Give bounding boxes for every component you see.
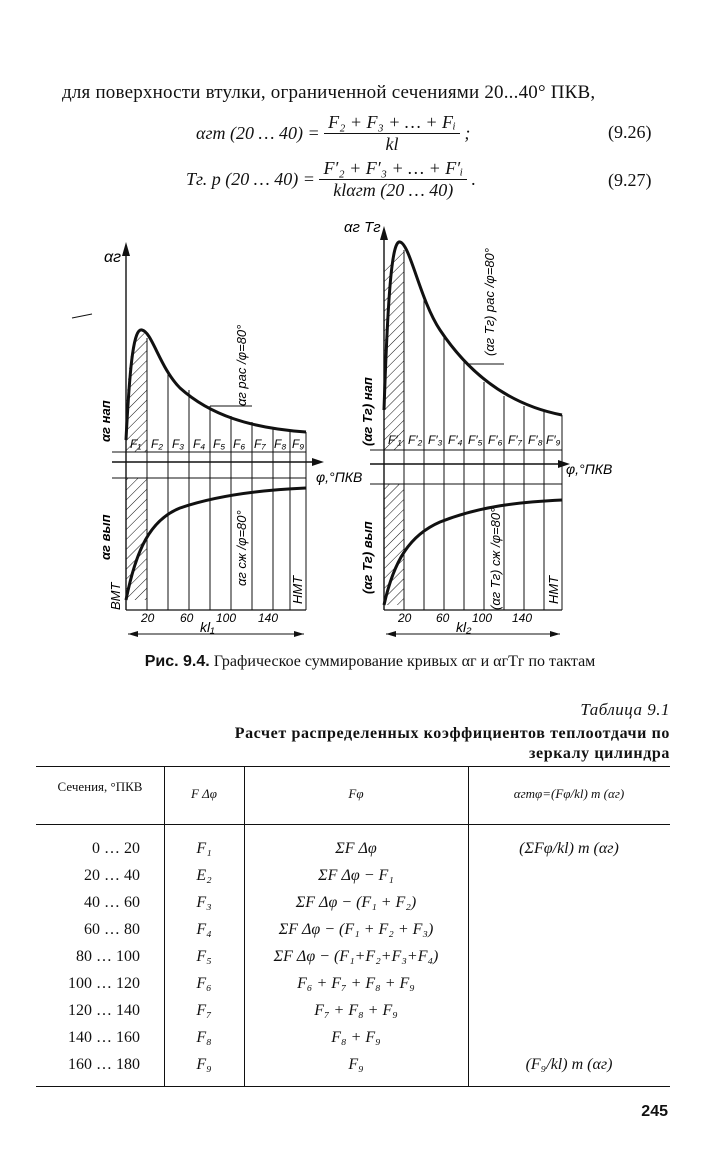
left-lower-curve <box>126 488 306 600</box>
right-hatched-area-lower <box>384 484 404 605</box>
table-cell: 120 … 140 <box>68 1002 140 1019</box>
table-cell: (ΣFφ/kl) m (αг) <box>519 840 619 857</box>
caption-body: Графическое суммирование кривых αг и αгTг по тактам <box>213 653 596 670</box>
table-cell: ΣF Δφ − F₁ <box>318 867 394 884</box>
table-cell: 0 … 20 <box>92 840 140 857</box>
table-cell: F₉ <box>348 1056 364 1073</box>
table-cell: F₇ <box>196 1002 212 1019</box>
table-cell: F₃ <box>196 894 212 911</box>
table-cell: 140 … 160 <box>68 1029 140 1046</box>
left-nmt-label: НМТ <box>290 575 305 604</box>
svg-text:100: 100 <box>472 611 493 625</box>
table-col-divider-3 <box>468 766 469 1086</box>
table-cell: 40 … 60 <box>84 894 140 911</box>
table-bottom-rule <box>36 1086 670 1087</box>
svg-text:F₂: F₂ <box>151 437 163 451</box>
eq1-denominator: kl <box>385 134 399 154</box>
eq1-fraction <box>324 112 460 155</box>
right-y-label: αг Tг <box>344 219 381 236</box>
right-nmt-label: НМТ <box>546 575 561 604</box>
table-header-rule <box>36 824 670 825</box>
intro-line: для поверхности втулки, ограниченной сечениями 20...40° ПКВ, <box>62 82 596 103</box>
equation-9-27 <box>186 158 476 201</box>
svg-text:100: 100 <box>216 611 237 625</box>
svg-text:F₁: F₁ <box>130 437 142 451</box>
table-header-sections: Сечения, °ПКВ <box>57 779 143 794</box>
svg-text:F₈: F₈ <box>274 437 287 451</box>
figure-caption <box>90 652 650 671</box>
table-cell: F₁ <box>196 840 212 857</box>
left-x-label: φ,°ПКВ <box>316 469 363 485</box>
svg-text:20: 20 <box>141 611 155 625</box>
table-cell: ΣF Δφ − (F₁ + F₂ + F₃) <box>278 921 434 938</box>
right-x-label: φ,°ПКВ <box>566 461 613 477</box>
left-diagram <box>98 242 362 637</box>
svg-text:F′₁: F′₁ <box>388 433 402 447</box>
eq2-tail: . <box>471 169 477 189</box>
svg-text:F₃: F₃ <box>172 437 185 451</box>
equation-9-26 <box>196 112 470 155</box>
left-annot-down: αг сж /φ=80° <box>234 510 249 586</box>
figure-9-4 <box>0 210 728 650</box>
table-header-fphi: Fφ <box>348 786 364 801</box>
stray-mark <box>72 314 92 318</box>
left-upper-curve <box>126 330 306 440</box>
table-cell: (F₉/kl) m (αг) <box>525 1056 613 1073</box>
left-kl-arrow-left-icon <box>128 631 138 637</box>
table-cell: F₈ <box>196 1029 212 1046</box>
svg-text:60: 60 <box>436 611 450 625</box>
right-lower-label: (αг Tг) вып <box>360 521 375 594</box>
table-cell: 100 … 120 <box>68 975 140 992</box>
left-lower-label: αг вып <box>98 514 113 560</box>
eq1-lhs: αгm (20 … 40) = <box>196 123 320 143</box>
svg-text:F′₄: F′₄ <box>448 433 463 447</box>
table-cell: ΣF Δφ <box>335 840 377 857</box>
right-diagram <box>344 219 612 637</box>
right-annot-down: (αг Tг) сж /φ=80° <box>488 507 503 610</box>
svg-text:140: 140 <box>258 611 279 625</box>
svg-text:F′₂: F′₂ <box>408 433 423 447</box>
eq1-numerator: F₂ + F₃ + … + Fᵢ <box>324 112 460 134</box>
eq2-denominator: klαгm (20 … 40) <box>333 180 454 200</box>
page-number: 245 <box>641 1103 668 1120</box>
left-area-labels <box>130 437 304 451</box>
table-header-fdphi: F Δφ <box>190 786 217 801</box>
equation-number-9-27: (9.27) <box>608 170 652 190</box>
left-x-arrow-icon <box>312 458 324 466</box>
eq2-lhs: Tг. р (20 … 40) = <box>186 169 315 189</box>
svg-text:20: 20 <box>398 611 412 625</box>
table-header-alpha: αгmφ=(Fφ/kl) m (αг) <box>513 786 625 801</box>
table-cell: F₇ + F₈ + F₉ <box>314 1002 398 1019</box>
table-cell: F₆ + F₇ + F₈ + F₉ <box>297 975 415 992</box>
svg-text:F₅: F₅ <box>213 437 226 451</box>
left-upper-label: αг нап <box>98 400 113 442</box>
right-kl-label: kl₂ <box>456 619 472 635</box>
svg-text:F₉: F₉ <box>292 437 305 451</box>
left-y-label: αг <box>104 249 122 266</box>
right-lower-curve <box>384 500 562 605</box>
svg-text:F′₃: F′₃ <box>428 433 443 447</box>
equation-number-9-26: (9.26) <box>608 122 652 142</box>
table-cell: 80 … 100 <box>76 948 140 965</box>
left-bmt-label: ВМТ <box>108 582 123 610</box>
table-title: Расчет распределенных коэффициентов теплоотдачи по зеркалу цилиндра <box>234 725 670 762</box>
right-y-arrow-icon <box>380 226 388 240</box>
right-annot-up: (αг Tг) рас /φ=80° <box>482 248 497 356</box>
left-hatched-area <box>126 332 306 452</box>
right-kl-arrow-right-icon <box>550 631 560 637</box>
left-y-arrow-icon <box>122 242 130 256</box>
svg-text:F′₇: F′₇ <box>508 433 522 447</box>
table-cell: 20 … 40 <box>84 867 140 884</box>
table-cell: F₉ <box>196 1056 212 1073</box>
eq2-numerator: F′₂ + F′₃ + … + F′ᵢ <box>319 158 467 180</box>
table-cell: F₆ <box>196 975 212 992</box>
left-annot-up: αг рас /φ=80° <box>234 324 249 406</box>
svg-text:F′₆: F′₆ <box>488 433 503 447</box>
left-kl-label: kl₁ <box>200 619 215 635</box>
eq1-tail: ; <box>464 123 471 143</box>
right-area-labels <box>388 433 561 447</box>
table-cell: ΣF Δφ − (F₁ + F₂) <box>295 894 417 911</box>
table-cell: F₈ + F₉ <box>331 1029 381 1046</box>
caption-head: Рис. 9.4. <box>144 653 210 670</box>
table-top-rule <box>36 766 670 767</box>
right-upper-curve <box>384 242 562 415</box>
table-cell: F₄ <box>196 921 212 938</box>
svg-text:140: 140 <box>512 611 533 625</box>
svg-text:F′₉: F′₉ <box>546 433 561 447</box>
eq2-fraction <box>319 158 467 201</box>
svg-text:F₇: F₇ <box>254 437 266 451</box>
right-kl-arrow-left-icon <box>386 631 396 637</box>
svg-text:F₆: F₆ <box>233 437 246 451</box>
svg-text:F₄: F₄ <box>193 437 206 451</box>
table-cell: 60 … 80 <box>84 921 140 938</box>
right-upper-label: (αг Tг) нап <box>360 377 375 446</box>
svg-text:60: 60 <box>180 611 194 625</box>
table-cell: E₂ <box>196 867 212 884</box>
svg-text:F′₅: F′₅ <box>468 433 483 447</box>
table-cell: 160 … 180 <box>68 1056 140 1073</box>
left-kl-arrow-right-icon <box>294 631 304 637</box>
svg-text:F′₈: F′₈ <box>528 433 543 447</box>
table-label: Таблица 9.1 <box>580 700 670 719</box>
table-cell: F₅ <box>196 948 212 965</box>
table-cell: ΣF Δφ − (F₁+F₂+F₃+F₄) <box>273 948 439 965</box>
